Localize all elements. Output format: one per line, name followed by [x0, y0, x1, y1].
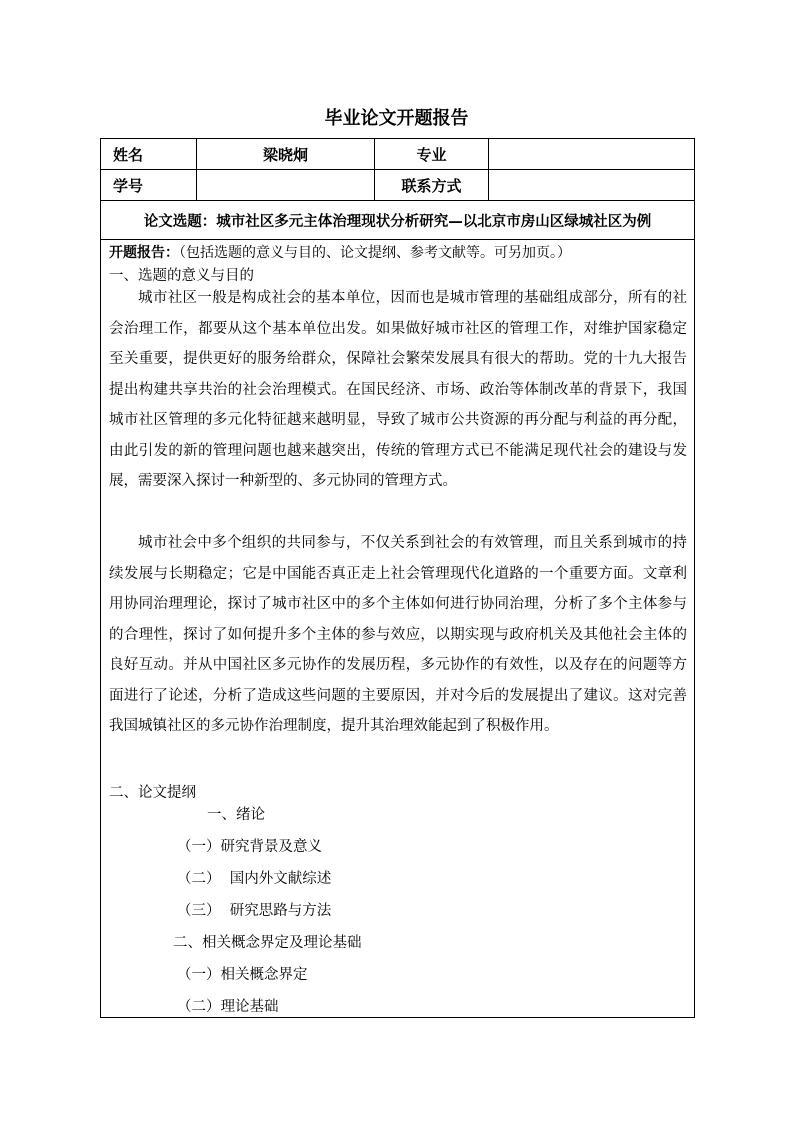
report-cell [101, 240, 695, 1018]
name-value: 梁晓炯 [197, 139, 375, 170]
contact-value [489, 170, 695, 201]
major-value [489, 139, 695, 170]
outline-item: 一、绪论 [207, 807, 265, 823]
document-title: 毕业论文开题报告 [324, 108, 469, 129]
outline-item: （二）理论基础 [177, 999, 279, 1015]
paragraph-2: 城市社会中多个组织的共同参与，不仅关系到社会的有效管理，而且关系到城市的持续发展与长期稳定；它是中国能否真正走上社会管理现代化道路的一个重要方面。文章利用协同治理理论，探讨了城市社区中的多个主体如何进行协同治理，分析了多个主体参与的合理性，探讨了如何提升多个主体的参与效应，以期实现与政府机关及其他社会主体的良好互动。并从中国社区多元协作的发展历程，多元协作的有效性，以及存在的问题等方面进行了论述，分析了造成这些问题的主要原因，并对今后的发展提出了建议。这对完善我国城镇社区的多元协作治理制度，提升其治理效能起到了积极作用。 [109, 535, 687, 734]
outline-item: （三） 研究思路与方法 [177, 903, 332, 919]
paragraph-1: 城市社区一般是构成社会的基本单位，因而也是城市管理的基础组成部分，所有的社会治理工作，都要从这个基本单位出发。如果做好城市社区的管理工作，对维护国家稳定至关重要，提供更好的服务给群众，保障社会繁荣发展具有很大的帮助。党的十九大报告提出构建共享共治的社会治理模式。在国民经济、市场、政治等体制改革的背景下，我国城市社区管理的多元化特征越来越明显，导致了城市公共资源的再分配与利益的再分配，由此引发的新的管理问题也越来越突出，传统的管理方式已不能满足现代社会的建设与发展，需要深入探讨一种新型的、多元协同的管理方式。 [109, 290, 687, 489]
name-label: 姓名 [101, 139, 197, 170]
report-heading [109, 242, 571, 262]
report-heading-label: 开题报告： [109, 245, 179, 261]
student-id-value [197, 170, 375, 201]
report-heading-note: （包括选题的意义与目的、论文提纲、参考文献等。可另加页。） [179, 245, 571, 261]
report-body [107, 240, 688, 1017]
outline-item: （一）相关概念界定 [177, 967, 308, 983]
contact-label: 联系方式 [375, 170, 489, 201]
outline-item: （二） 国内外文献综述 [177, 871, 332, 887]
student-id-label: 学号 [101, 170, 197, 201]
thesis-topic: 论文选题：城市社区多元主体治理现状分析研究—以北京市房山区绿城社区为例 [101, 201, 695, 240]
proposal-form-table [100, 138, 695, 1018]
outline-item: （一）研究背景及意义 [177, 839, 322, 855]
section-1-title: 一、选题的意义与目的 [109, 268, 254, 284]
major-label: 专业 [375, 139, 489, 170]
section-2-title: 二、论文提纲 [109, 785, 196, 801]
outline-item: 二、相关概念界定及理论基础 [173, 935, 362, 951]
